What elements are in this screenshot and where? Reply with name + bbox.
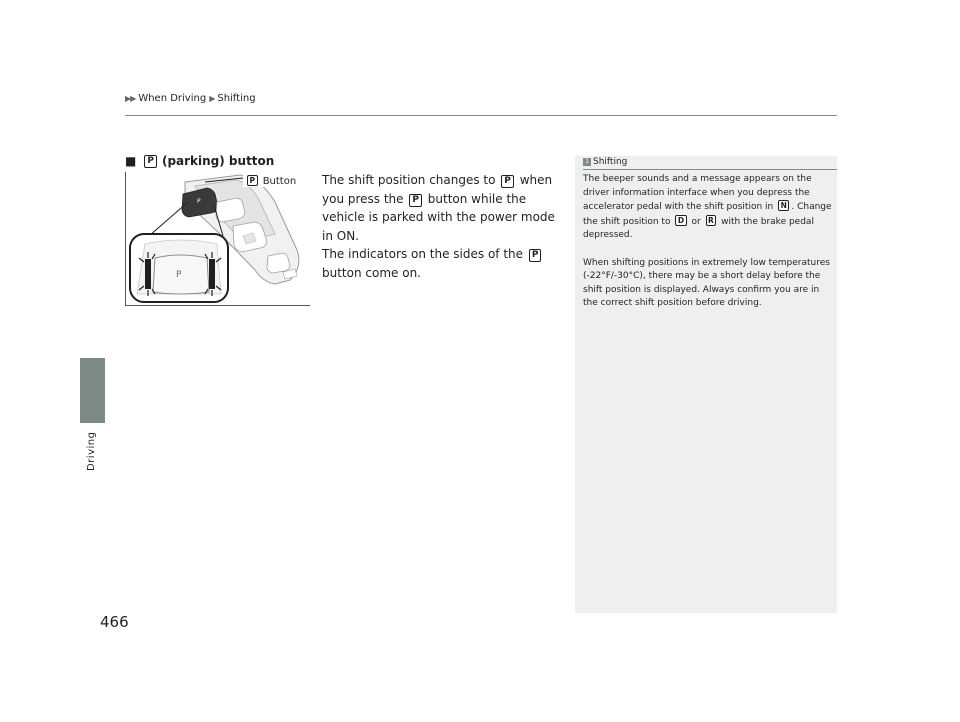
chapter-tab-label: Driving [86, 431, 97, 471]
caption-text: Button [262, 176, 297, 187]
breadcrumb-item-when-driving[interactable]: When Driving [138, 93, 207, 104]
header-rule [125, 115, 837, 116]
body-text [322, 171, 564, 282]
d-key-badge: D [675, 215, 686, 226]
sidebar-title: Shifting [593, 157, 628, 167]
r-key-badge: R [706, 215, 717, 226]
body-paragraph: The indicators on the sides of the P button come on. [322, 245, 564, 282]
heading-bullet-icon: ■ [125, 154, 137, 168]
svg-text:P: P [197, 198, 201, 205]
p-key-badge: P [247, 175, 258, 186]
chapter-tab [80, 358, 105, 423]
illustration-caption [243, 175, 298, 187]
section-heading [125, 154, 274, 168]
breadcrumb [125, 93, 259, 104]
breadcrumb-arrow-icon: ▶▶ [125, 94, 136, 103]
zoom-p-label: P [176, 270, 182, 280]
breadcrumb-item-shifting[interactable]: Shifting [217, 93, 256, 104]
p-button-illustration [125, 172, 310, 306]
sidebar-paragraph: When shifting positions in extremely low temperatures (-22°F/-30°C), there may be a short delay before the shift position is displayed. Always confirm you are in the correct shift position before driving. [583, 257, 830, 309]
sidebar-text [583, 173, 833, 325]
sidebar-rule [583, 169, 837, 170]
note-icon: 1 [583, 158, 591, 166]
page-number: 466 [100, 613, 129, 631]
heading-text: (parking) button [161, 154, 275, 168]
sidebar-heading [583, 157, 627, 167]
p-key-badge: P [529, 249, 542, 262]
sidebar-paragraph: The beeper sounds and a message appears on the driver information interface when you depress the accelerator pedal with the shift position in N . Change the shift position to D or R with the brake pedal depressed. [583, 174, 832, 241]
p-key-badge: P [409, 194, 422, 207]
breadcrumb-arrow-icon: ▶ [209, 94, 215, 103]
body-paragraph: The shift position changes to P when you press the P button while the vehicle is parked with the power mode in ON. [322, 173, 555, 243]
p-key-badge: P [144, 155, 157, 168]
n-key-badge: N [778, 200, 789, 211]
p-key-badge: P [501, 175, 514, 188]
